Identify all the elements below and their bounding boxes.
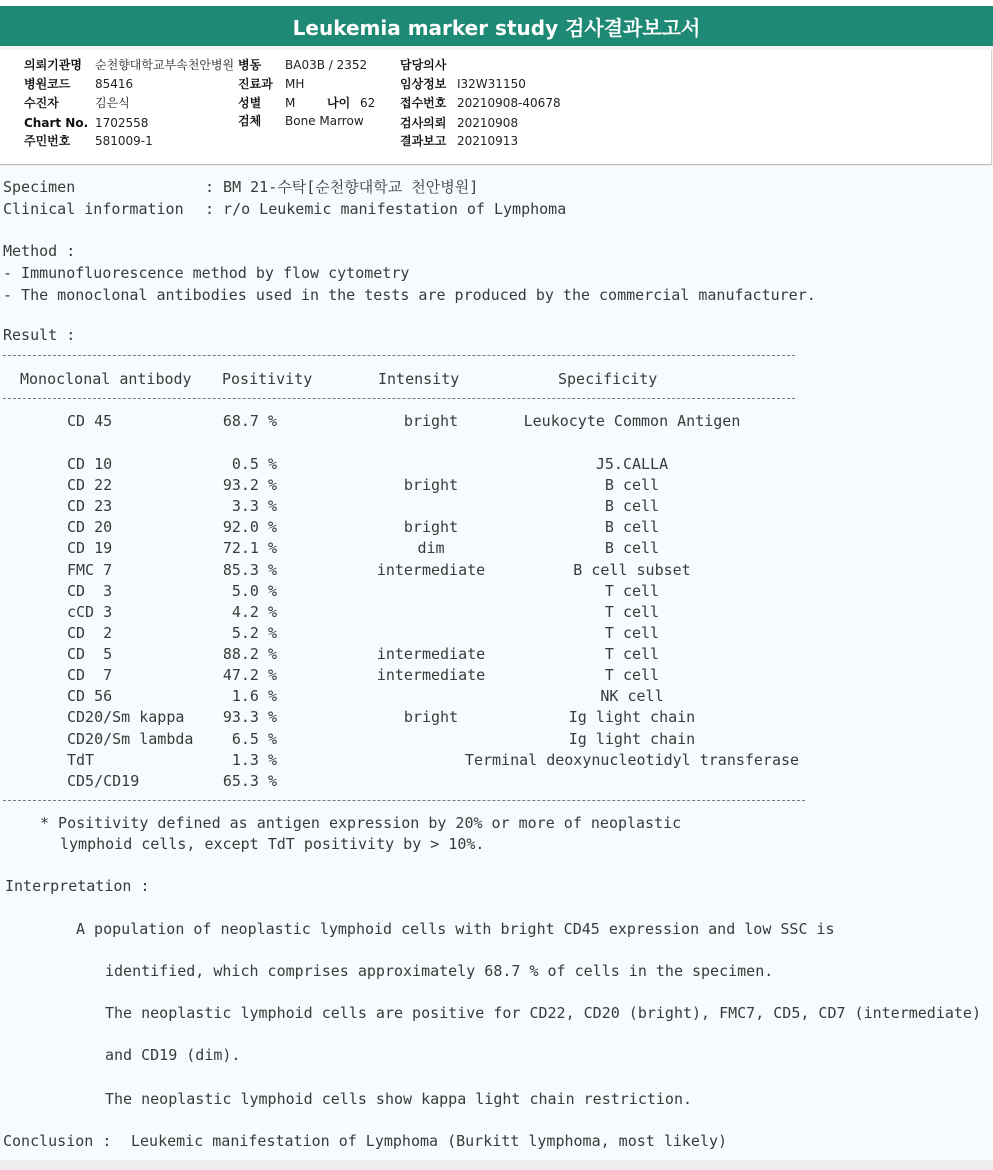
antibody-cell: CD 2 [67, 624, 113, 642]
specificity-cell: T cell [604, 666, 660, 684]
positivity-cell: 93.3 % [222, 708, 277, 726]
patient-name-label: 수진자 [24, 96, 59, 110]
clinical-info-text: : r/o Leukemic manifestation of Lymphoma [205, 200, 567, 218]
col-header-antibody: Monoclonal antibody [20, 370, 192, 388]
sex-label: 성별 [238, 96, 262, 110]
clinical-info-label: 임상정보 [400, 77, 447, 91]
antibody-cell: CD 5 [67, 645, 113, 663]
intensity-cell: bright [403, 708, 459, 726]
specificity-cell: T cell [604, 645, 660, 663]
report-date-value: 20210913 [457, 134, 519, 148]
antibody-cell: CD20/Sm lambda [67, 730, 194, 748]
interpretation-line-3: The neoplastic lymphoid cells are positive for CD22, CD20 (bright), FMC7, CD5, CD7 (intermediate) [105, 1004, 981, 1022]
positivity-cell: 4.2 % [231, 603, 277, 621]
sex-value: M [285, 96, 296, 110]
interpretation-line-2: identified, which comprises approximately 68.7 % of cells in the specimen. [105, 962, 774, 980]
specificity-cell: J5.CALLA [595, 455, 669, 473]
positivity-cell: 0.5 % [231, 455, 277, 473]
antibody-cell: CD 10 [67, 455, 113, 473]
clinical-info-title: Clinical information [3, 200, 184, 218]
specimen-type-label: 검체 [238, 114, 262, 128]
antibody-cell: CD 56 [67, 687, 113, 705]
chart-number-label: Chart No. [24, 116, 89, 130]
specimen-type-value: Bone Marrow [285, 114, 364, 128]
clinical-info-value: I32W31150 [457, 77, 526, 91]
specificity-cell: Leukocyte Common Antigen [523, 412, 741, 430]
specificity-cell: T cell [604, 624, 660, 642]
specificity-cell: NK cell [600, 687, 664, 705]
interpretation-line-1: A population of neoplastic lymphoid cells with bright CD45 expression and low SSC is [76, 920, 835, 938]
specificity-cell: B cell [604, 476, 660, 494]
department-label: 진료과 [238, 77, 273, 91]
age-label: 나이 [327, 96, 351, 110]
age-value: 62 [360, 96, 376, 110]
positivity-cell: 6.5 % [231, 730, 277, 748]
positivity-cell: 5.0 % [231, 582, 277, 600]
positivity-cell: 92.0 % [222, 518, 277, 536]
antibody-cell: CD 45 [67, 412, 113, 430]
interpretation-line-4: and CD19 (dim). [105, 1046, 241, 1064]
report-date-label: 결과보고 [400, 134, 447, 148]
antibody-cell: CD 7 [67, 666, 113, 684]
hospital-code-label: 병원코드 [24, 77, 71, 91]
antibody-cell: CD 3 [67, 582, 113, 600]
conclusion-label: Conclusion : [3, 1132, 112, 1150]
col-header-intensity: Intensity [378, 370, 460, 388]
antibody-cell: cCD 3 [67, 603, 113, 621]
antibody-cell: CD 22 [67, 476, 113, 494]
request-date-value: 20210908 [457, 116, 519, 130]
intensity-cell: intermediate [376, 645, 486, 663]
col-header-specificity: Specificity [558, 370, 658, 388]
positivity-cell: 5.2 % [231, 624, 277, 642]
specificity-cell: Terminal deoxynucleotidyl transferase [464, 751, 800, 769]
method-line-2: - The monoclonal antibodies used in the tests are produced by the commercial manufacturer. [3, 286, 816, 304]
positivity-cell: 68.7 % [222, 412, 277, 430]
specimen-label: Specimen [3, 178, 76, 196]
specificity-cell: T cell [604, 582, 660, 600]
resident-number-value: 581009-1 [95, 134, 153, 148]
antibody-cell: CD5/CD19 [67, 772, 140, 790]
intensity-cell: intermediate [376, 666, 486, 684]
department-value: MH [285, 77, 305, 91]
resident-number-label: 주민번호 [24, 134, 71, 148]
specificity-cell: Ig light chain [568, 730, 696, 748]
antibody-cell: CD 19 [67, 539, 113, 557]
specificity-cell: B cell [604, 497, 660, 515]
intensity-cell: bright [403, 476, 459, 494]
method-heading: Method : [3, 242, 76, 260]
report-title: Leukemia marker study 검사결과보고서 [292, 15, 701, 40]
table-top-divider [3, 355, 795, 356]
conclusion-text: Leukemic manifestation of Lymphoma (Burkitt lymphoma, most likely) [131, 1132, 728, 1150]
method-line-1: - Immunofluorescence method by flow cytometry [3, 264, 410, 282]
requesting-institution-label: 의뢰기관명 [24, 58, 82, 72]
ward-label: 병동 [238, 58, 262, 72]
antibody-cell: CD20/Sm kappa [67, 708, 185, 726]
footnote-line-1: * Positivity defined as antigen expression by 20% or more of neoplastic [40, 814, 682, 832]
positivity-cell: 72.1 % [222, 539, 277, 557]
accession-number-value: 20210908-40678 [457, 96, 561, 110]
antibody-cell: FMC 7 [67, 561, 113, 579]
antibody-cell: TdT [67, 751, 95, 769]
bottom-strip [0, 1160, 993, 1170]
chart-number-value: 1702558 [95, 116, 149, 130]
ward-value: BA03B / 2352 [285, 58, 368, 72]
footnote-line-2: lymphoid cells, except TdT positivity by > 10%. [60, 835, 485, 853]
request-date-label: 검사의뢰 [400, 116, 447, 130]
requesting-institution-value: 순천향대학교부속천안병원 [95, 58, 235, 72]
antibody-cell: CD 20 [67, 518, 113, 536]
positivity-cell: 47.2 % [222, 666, 277, 684]
specificity-cell: Ig light chain [568, 708, 696, 726]
positivity-cell: 3.3 % [231, 497, 277, 515]
table-header-divider [3, 398, 795, 399]
positivity-cell: 88.2 % [222, 645, 277, 663]
specificity-cell: B cell [604, 539, 660, 557]
specificity-cell: B cell subset [573, 561, 691, 579]
intensity-cell: dim [417, 539, 445, 557]
interpretation-heading: Interpretation : [5, 877, 150, 895]
specificity-cell: T cell [604, 603, 660, 621]
interpretation-line-5: The neoplastic lymphoid cells show kappa light chain restriction. [105, 1090, 692, 1108]
positivity-cell: 65.3 % [222, 772, 277, 790]
specificity-cell: B cell [604, 518, 660, 536]
table-bottom-divider [3, 800, 805, 801]
result-heading: Result : [3, 326, 76, 344]
positivity-cell: 1.6 % [231, 687, 277, 705]
intensity-cell: bright [403, 412, 459, 430]
positivity-cell: 85.3 % [222, 561, 277, 579]
positivity-cell: 93.2 % [222, 476, 277, 494]
intensity-cell: bright [403, 518, 459, 536]
attending-physician-label: 담당의사 [400, 58, 447, 72]
positivity-cell: 1.3 % [231, 751, 277, 769]
antibody-cell: CD 23 [67, 497, 113, 515]
patient-name-value: 김은식 [95, 96, 130, 110]
report-title-bar [0, 6, 993, 46]
col-header-positivity: Positivity [222, 370, 313, 388]
specimen-value: : BM 21-수탁[순천향대학교 천안병원] [205, 178, 479, 196]
patient-info-header [0, 50, 992, 165]
accession-number-label: 접수번호 [400, 96, 447, 110]
hospital-code-value: 85416 [95, 77, 134, 91]
intensity-cell: intermediate [376, 561, 486, 579]
